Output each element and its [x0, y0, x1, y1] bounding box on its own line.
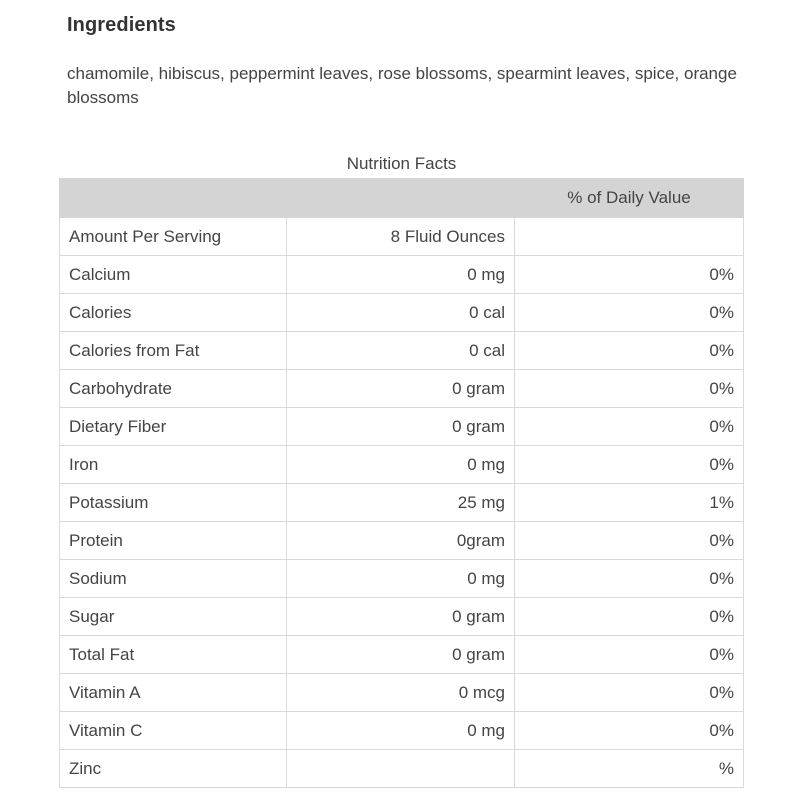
nutrient-daily-value: %	[515, 750, 744, 788]
nutrient-name: Vitamin C	[60, 712, 287, 750]
nutrient-name: Protein	[60, 522, 287, 560]
nutrient-amount: 0 mg	[287, 446, 515, 484]
nutrient-amount: 0 mg	[287, 560, 515, 598]
nutrient-name: Calories from Fat	[60, 332, 287, 370]
ingredients-heading: Ingredients	[67, 14, 176, 36]
nutrient-name: Sugar	[60, 598, 287, 636]
nutrient-name: Dietary Fiber	[60, 408, 287, 446]
table-row	[60, 484, 744, 522]
header-nutrient	[60, 179, 287, 218]
nutrient-daily-value: 0%	[515, 674, 744, 712]
nutrient-name: Calcium	[60, 256, 287, 294]
nutrient-name: Sodium	[60, 560, 287, 598]
nutrient-daily-value: 0%	[515, 560, 744, 598]
nutrient-daily-value: 0%	[515, 256, 744, 294]
nutrient-name: Total Fat	[60, 636, 287, 674]
nutrient-amount: 0gram	[287, 522, 515, 560]
nutrient-name: Carbohydrate	[60, 370, 287, 408]
nutrient-daily-value: 0%	[515, 370, 744, 408]
nutrient-amount: 0 gram	[287, 408, 515, 446]
nutrient-amount: 0 mg	[287, 712, 515, 750]
table-row	[60, 256, 744, 294]
nutrient-name: Zinc	[60, 750, 287, 788]
table-row	[60, 750, 744, 788]
table-row	[60, 674, 744, 712]
nutrition-facts-table	[59, 178, 744, 788]
table-header-row	[60, 179, 744, 218]
nutrient-daily-value: 0%	[515, 712, 744, 750]
nutrient-daily-value: 0%	[515, 522, 744, 560]
table-row	[60, 408, 744, 446]
nutrient-daily-value: 0%	[515, 598, 744, 636]
nutrient-amount: 0 cal	[287, 332, 515, 370]
table-row	[60, 446, 744, 484]
nutrient-name: Amount Per Serving	[60, 218, 287, 256]
header-daily-value: % of Daily Value	[515, 179, 744, 218]
table-row	[60, 218, 744, 256]
nutrition-facts-caption: Nutrition Facts	[346, 154, 457, 173]
nutrient-amount: 0 gram	[287, 370, 515, 408]
nutrient-amount: 0 mcg	[287, 674, 515, 712]
nutrient-daily-value: 1%	[515, 484, 744, 522]
nutrient-amount: 8 Fluid Ounces	[287, 218, 515, 256]
nutrient-daily-value: 0%	[515, 636, 744, 674]
nutrient-amount	[287, 750, 515, 788]
nutrient-amount: 25 mg	[287, 484, 515, 522]
nutrient-amount: 0 gram	[287, 636, 515, 674]
table-row	[60, 370, 744, 408]
nutrient-daily-value: 0%	[515, 332, 744, 370]
table-row	[60, 712, 744, 750]
nutrient-daily-value: 0%	[515, 408, 744, 446]
nutrient-name: Calories	[60, 294, 287, 332]
table-row	[60, 598, 744, 636]
table-row	[60, 636, 744, 674]
ingredients-list: chamomile, hibiscus, peppermint leaves, rose blossoms, spearmint leaves, spice, orange blossoms	[67, 64, 737, 107]
table-row	[60, 332, 744, 370]
nutrient-amount: 0 cal	[287, 294, 515, 332]
nutrient-name: Vitamin A	[60, 674, 287, 712]
nutrient-name: Potassium	[60, 484, 287, 522]
table-row	[60, 560, 744, 598]
nutrient-daily-value	[515, 218, 744, 256]
nutrient-amount: 0 mg	[287, 256, 515, 294]
table-row	[60, 294, 744, 332]
nutrient-name: Iron	[60, 446, 287, 484]
table-row	[60, 522, 744, 560]
header-amount	[287, 179, 515, 218]
nutrient-daily-value: 0%	[515, 294, 744, 332]
nutrient-amount: 0 gram	[287, 598, 515, 636]
nutrient-daily-value: 0%	[515, 446, 744, 484]
